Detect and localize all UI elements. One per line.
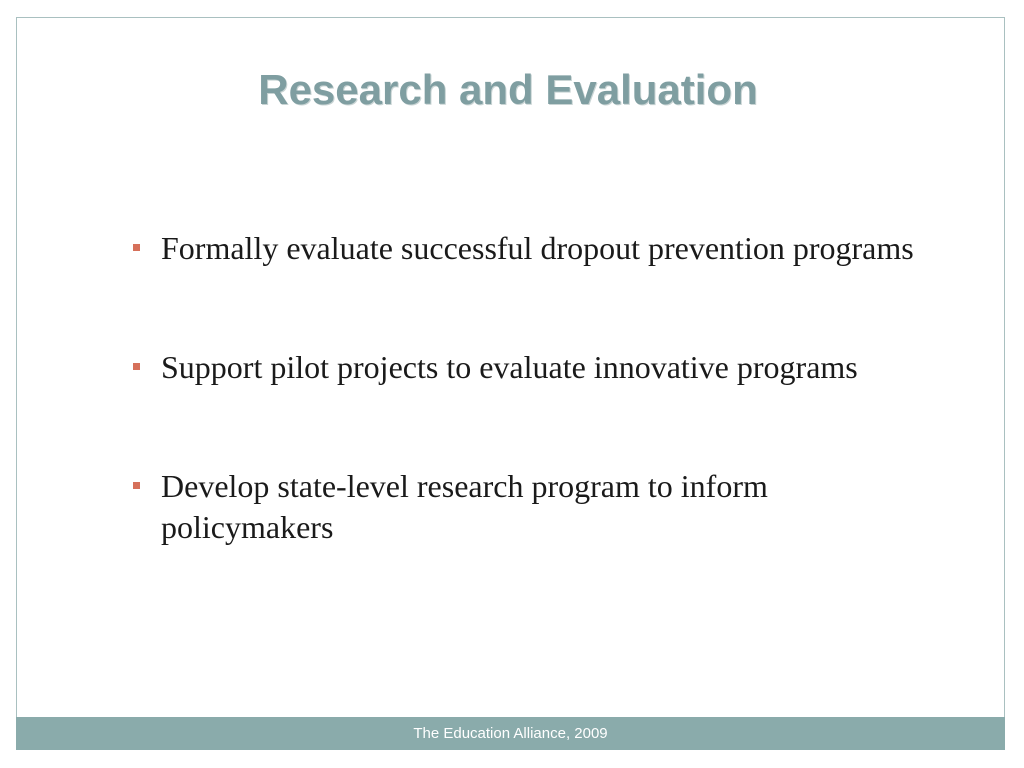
bullet-text: Formally evaluate successful dropout prevention programs xyxy=(161,230,914,266)
bullet-text: Develop state-level research program to inform policymakers xyxy=(161,468,768,545)
footer-text: The Education Alliance, 2009 xyxy=(413,725,608,742)
bullet-list xyxy=(128,228,928,626)
slide-title: Research and Evaluation xyxy=(258,66,758,113)
square-bullet-icon xyxy=(133,482,140,489)
footer-bar xyxy=(16,717,1005,750)
square-bullet-icon xyxy=(133,244,140,251)
list-item xyxy=(128,347,928,388)
square-bullet-icon xyxy=(133,363,140,370)
bullet-text: Support pilot projects to evaluate innovative programs xyxy=(161,349,858,385)
list-item xyxy=(128,228,928,269)
list-item xyxy=(128,466,928,548)
